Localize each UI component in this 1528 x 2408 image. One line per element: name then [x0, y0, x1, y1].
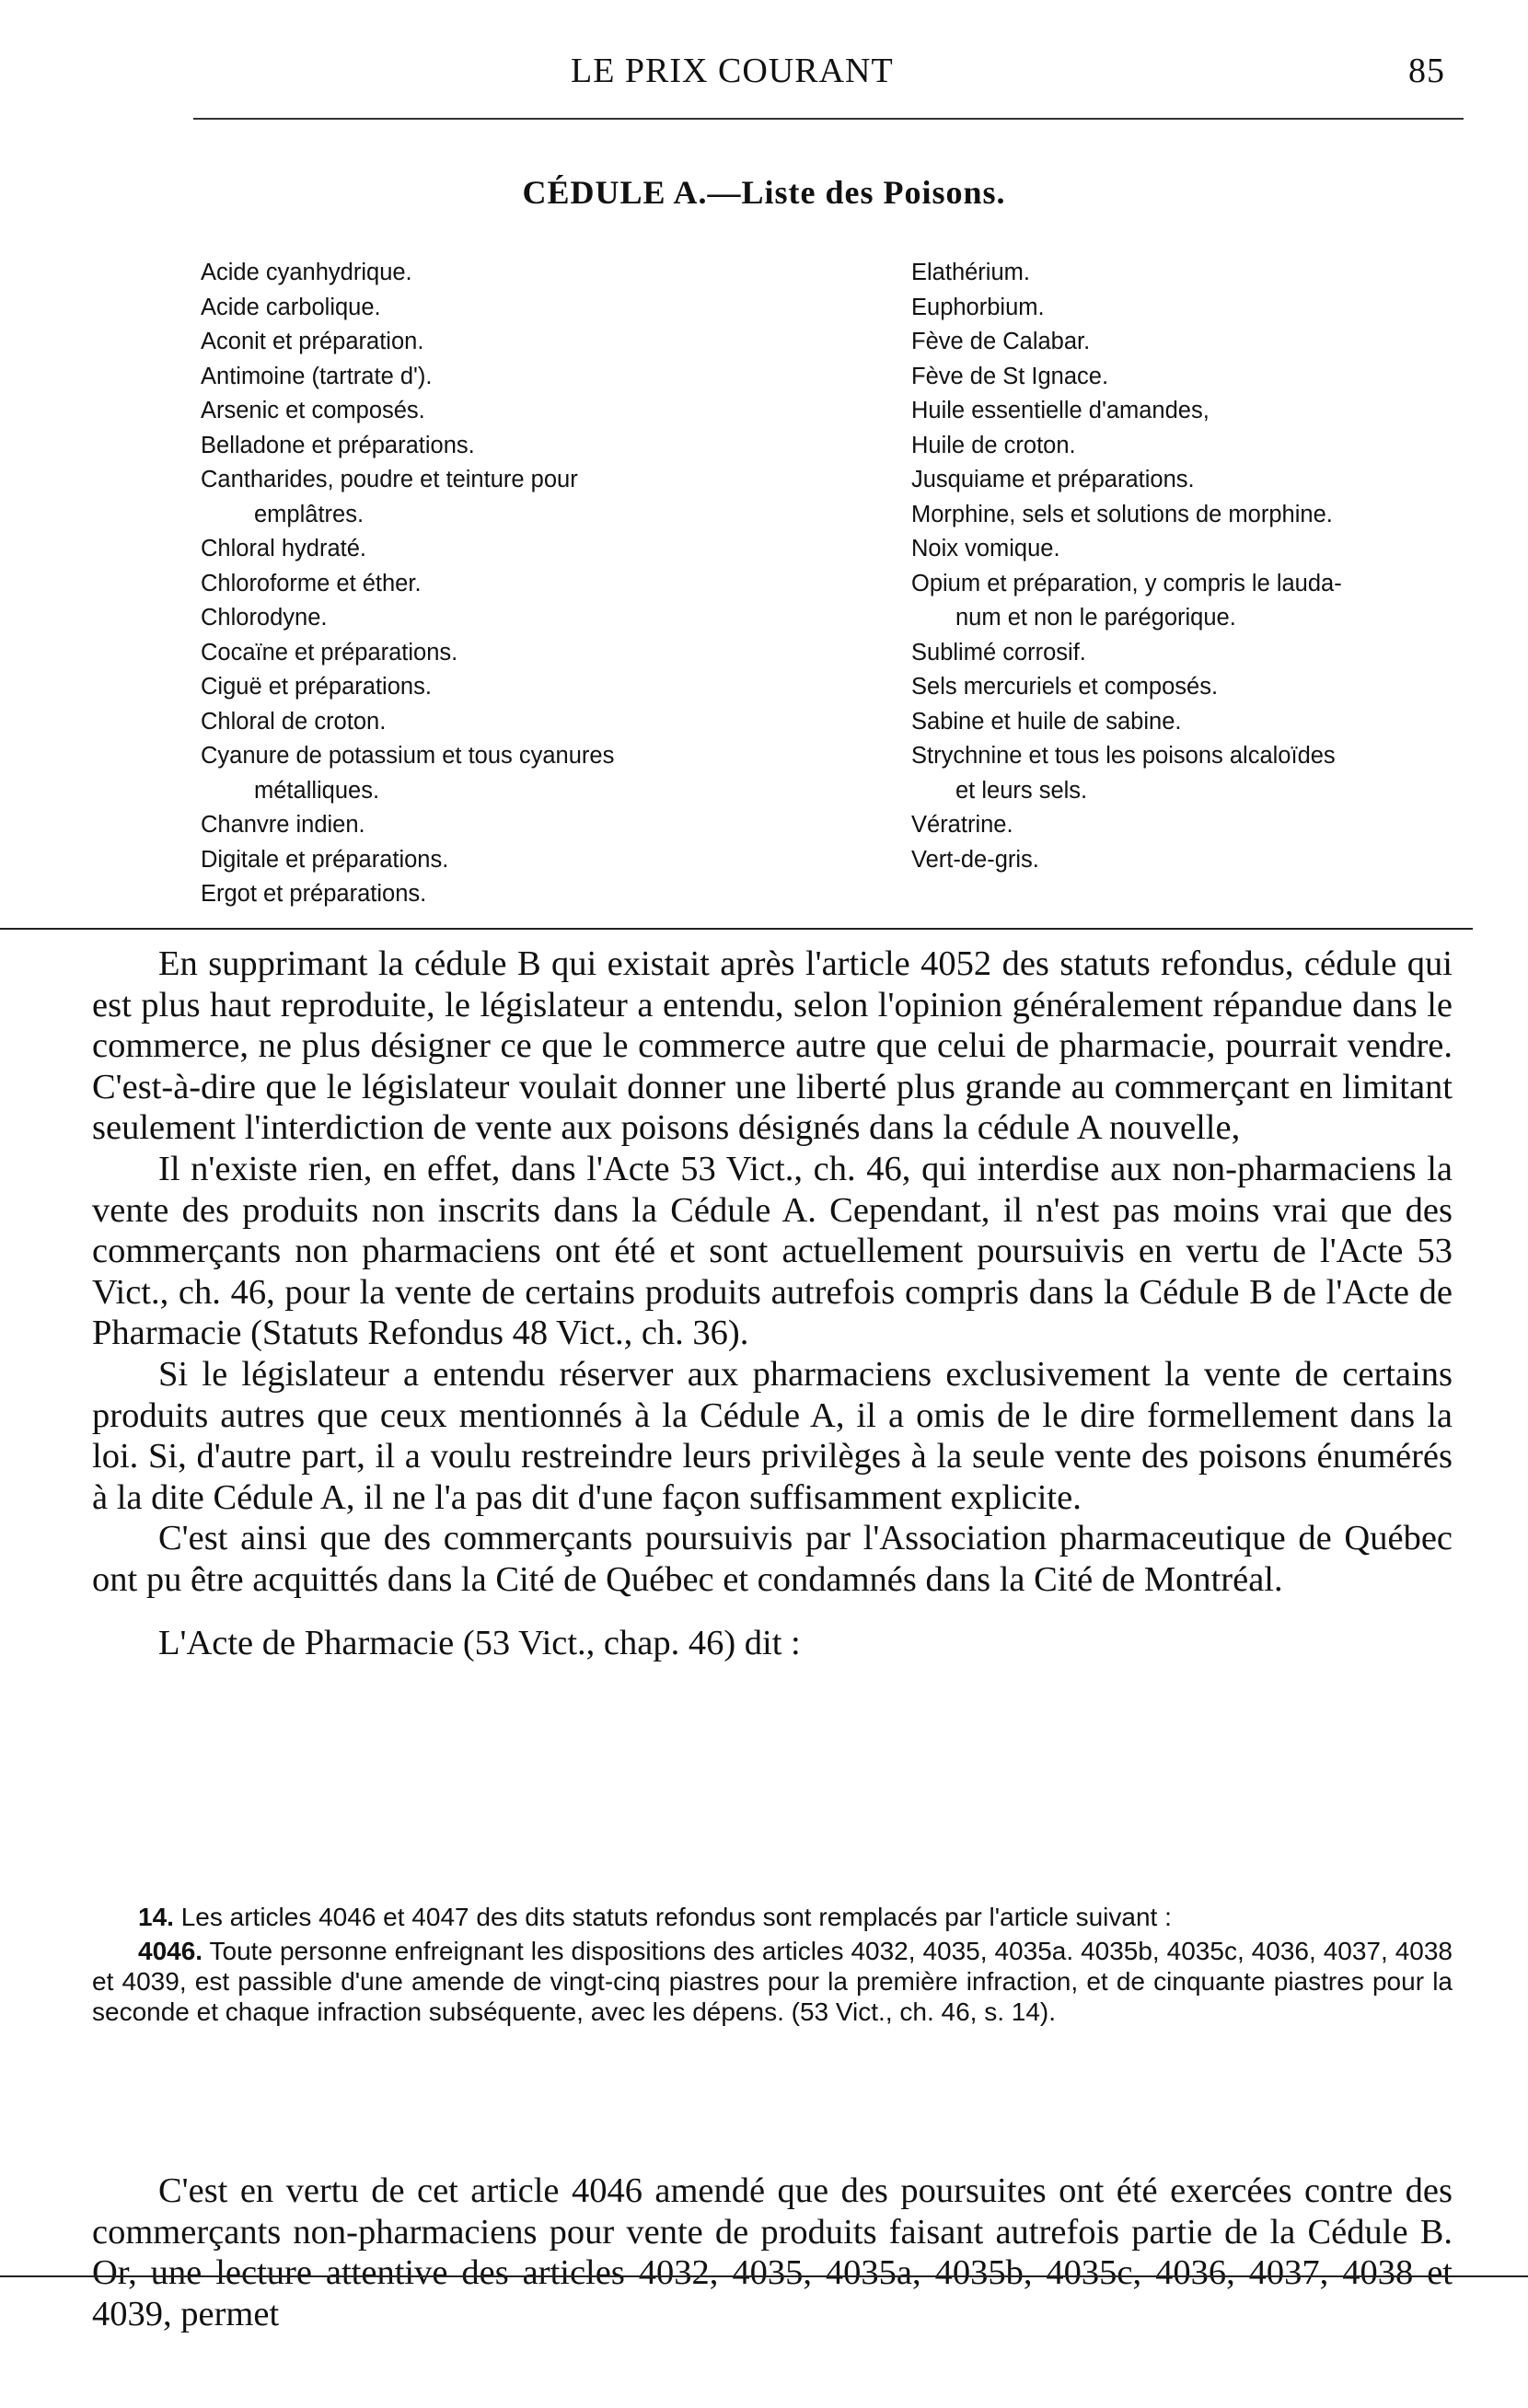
list-item: Chanvre indien. [201, 812, 365, 838]
list-item: Jusquiame et préparations. [911, 467, 1195, 492]
schedule-title: CÉDULE A.—Liste des Poisons. [522, 174, 1006, 211]
list-item: Chloral hydraté. [201, 536, 367, 561]
poison-list-left [201, 256, 771, 912]
paragraph: En supprimant la cédule B qui existait après l'article 4052 des statuts refondus, cédule qui est plus haut reproduite, le législateur a entendu, selon l'opinion généralement répandue dans le commerce, ne plus désigner ce que le commerce autre que celui de pharmacie, pourrait vendre. C'est-à-dire que le législateur voulait donner une liberté plus grande au commerçant en limitant seulement l'interdiction de vente aux poisons désignés dans la cédule A nouvelle, [92, 944, 1453, 1148]
list-item: Acide cyanhydrique. [201, 260, 412, 285]
list-item: Digitale et préparations. [201, 846, 449, 873]
section-number: 4046. [138, 1937, 203, 1965]
statute-paragraph: 14. Les articles 4046 et 4047 des dits statuts refondus sont remplacés par l'article suivant : [138, 1903, 1172, 1931]
article-body [92, 944, 1453, 1663]
list-item: Strychnine et tous les poisons alcaloïdes et leurs sels. [911, 743, 1336, 804]
article-body-continued [92, 2171, 1453, 2334]
list-item: Belladone et préparations. [201, 432, 475, 458]
section-number: 14. [138, 1903, 174, 1931]
list-item: Fève de Calabar. [911, 329, 1091, 354]
list-item: Cyanure de potassium et tous cyanures métalliques. [201, 743, 615, 804]
paragraph: Si le législateur a entendu réserver aux pharmaciens exclusivement la vente de certains produits autres que ceux mentionnés à la Cédule A, il a omis de le dire formellement dans la loi. Si, d'autre part, il a voulu restreindre leurs privilèges à la seule vente des poisons énumérés à la dite Cédule A, il ne l'a pas dit d'une façon suffisamment explicite. [92, 1354, 1453, 1517]
poison-list-right [911, 256, 1464, 877]
list-item: Chlorodyne. [201, 605, 328, 631]
list-item: Arsenic et composés. [201, 398, 425, 423]
list-item: Sabine et huile de sabine. [911, 708, 1182, 735]
section-rule [0, 928, 1473, 930]
header-rule [193, 118, 1464, 120]
page-number: 85 [1408, 52, 1445, 90]
list-item: Huile essentielle d'amandes, [911, 398, 1210, 423]
list-item: Vert-de-gris. [911, 846, 1039, 873]
list-item: Vératrine. [911, 812, 1013, 838]
paragraph: C'est en vertu de cet article 4046 amendé que des poursuites ont été exercées contre des commerçants non-pharmaciens pour vente de produits faisant autrefois partie de la Cédule B. Or, une lecture attentive des articles 4032, 4035, 4035a, 4035b, 4035c, 4036, 4037, 4038 et 4039, permet [92, 2171, 1453, 2333]
list-item: Euphorbium. [911, 294, 1045, 320]
list-item: Aconit et préparation. [201, 329, 424, 354]
paragraph: L'Acte de Pharmacie (53 Vict., chap. 46) dit : [158, 1623, 801, 1662]
paragraph: C'est ainsi que des commerçants poursuivis par l'Association pharmaceutique de Québec ont pu être acquittés dans la Cité de Québec et condamnés dans la Cité de Montréal. [92, 1519, 1453, 1599]
list-item: Acide carbolique. [201, 294, 381, 320]
list-item: Chloroforme et éther. [201, 570, 422, 596]
statute-paragraph: 4046. Toute personne enfreignant les dispositions des articles 4032, 4035, 4035a. 4035b, 4035c, 4036, 4037, 4038 et 4039, est passible d'une amende de vingt-cinq piastres pour la première infraction, et de cinquante piastres pour la seconde et chaque infraction subséquente, avec les dépens. (53 Vict., ch. 46, s. 14). [92, 1937, 1453, 2026]
statute-quote [92, 1902, 1453, 2031]
list-item: Chloral de croton. [201, 708, 387, 735]
list-item: Huile de croton. [911, 432, 1076, 458]
list-item: Antimoine (tartrate d'). [201, 363, 433, 389]
list-item: Cantharides, poudre et teinture pour emplâtres. [201, 467, 578, 527]
list-item: Elathérium. [911, 260, 1030, 285]
list-item: Ciguë et préparations. [201, 674, 432, 700]
list-item: Ergot et préparations. [201, 881, 427, 907]
list-item: Noix vomique. [911, 536, 1060, 561]
journal-title: LE PRIX COURANT [571, 52, 894, 90]
list-item: Sels mercuriels et composés. [911, 674, 1219, 700]
bottom-rule [0, 2275, 1528, 2277]
list-item: Opium et préparation, y compris le lauda- num et non le parégorique. [911, 570, 1342, 631]
list-item: Cocaïne et préparations. [201, 639, 458, 666]
list-item: Morphine, sels et solutions de morphine. [911, 501, 1333, 527]
list-item: Fève de St Ignace. [911, 363, 1109, 389]
paragraph: Il n'existe rien, en effet, dans l'Acte 53 Vict., ch. 46, qui interdise aux non-pharmaciens la vente des produits non inscrits dans la Cédule A. Cependant, il n'est pas moins vrai que des commerçants non pharmaciens ont été et sont actuellement poursuivis en vertu de l'Acte 53 Vict., ch. 46, pour la vente de certains produits autrefois compris dans la Cédule B de l'Acte de Pharmacie (Statuts Refondus 48 Vict., ch. 36). [92, 1149, 1453, 1353]
list-item: Sublimé corrosif. [911, 639, 1086, 666]
